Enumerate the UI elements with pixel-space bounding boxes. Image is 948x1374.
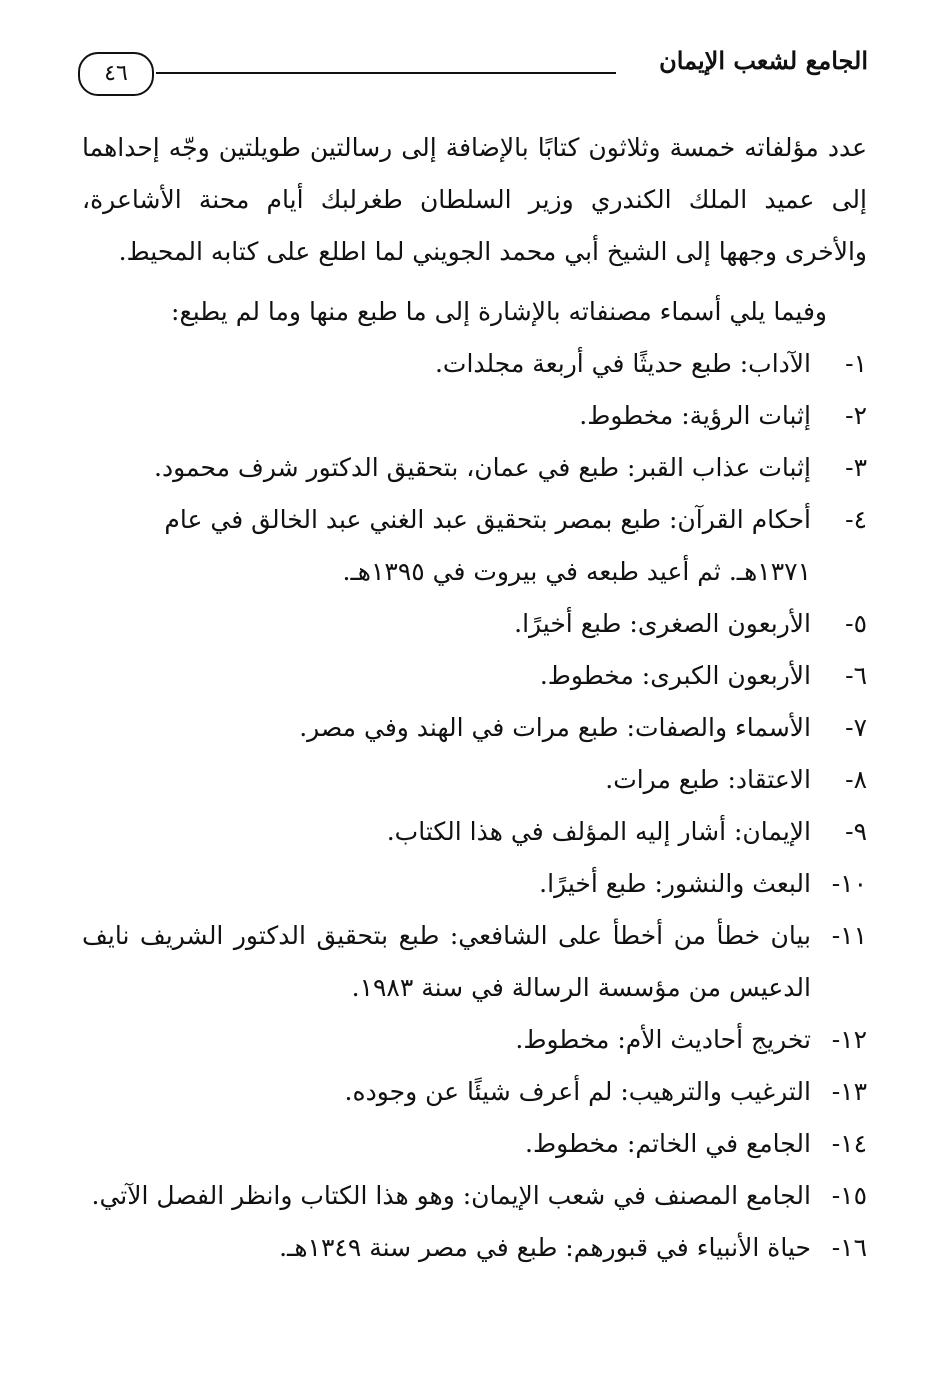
item-text: الأربعون الكبرى: مخطوط. — [539, 661, 811, 690]
item-text: الترغيب والترهيب: لم أعرف شيئًا عن وجوده. — [344, 1077, 811, 1106]
item-text: إثبات الرؤية: مخطوط. — [579, 401, 811, 430]
item-number: ١٥- — [831, 1181, 867, 1210]
list-item — [82, 910, 867, 1014]
item-number: ٢- — [845, 401, 867, 430]
item-text: حياة الأنبياء في قبورهم: طبع في مصر سنة ١٣٤٩هـ. — [279, 1233, 811, 1262]
item-number: ١٢- — [831, 1025, 867, 1054]
list-item — [82, 1170, 867, 1222]
item-number: ١٣- — [831, 1077, 867, 1106]
list-item — [82, 702, 867, 754]
page-body — [82, 122, 867, 1274]
item-text: الأربعون الصغرى: طبع أخيرًا. — [514, 609, 811, 638]
item-text: الإيمان: أشار إليه المؤلف في هذا الكتاب. — [386, 817, 811, 846]
item-text: أحكام القرآن: طبع بمصر بتحقيق عبد الغني عبد الخالق في عام ١٣٧١هـ. ثم أعيد طبعه في بيروت في ١٣٩٥هـ. — [164, 505, 811, 586]
list-item — [82, 1118, 867, 1170]
item-number: ٨- — [845, 765, 867, 794]
list-item — [82, 494, 867, 598]
item-number: ٤- — [845, 505, 867, 534]
item-number: ٣- — [845, 453, 867, 482]
list-item — [82, 598, 867, 650]
item-text: الجامع المصنف في شعب الإيمان: وهو هذا الكتاب وانظر الفصل الآتي. — [91, 1181, 811, 1210]
list-item — [82, 442, 867, 494]
item-number: ٦- — [845, 661, 867, 690]
list-item — [82, 1014, 867, 1066]
works-list — [82, 338, 867, 1274]
lead-paragraph: وفيما يلي أسماء مصنفاته بالإشارة إلى ما طبع منها وما لم يطبع: — [171, 297, 827, 326]
running-title: الجامع لشعب الإيمان — [659, 46, 868, 75]
item-number: ١٠- — [831, 869, 867, 898]
item-number: ١١- — [831, 921, 867, 950]
item-number: ١٤- — [831, 1129, 867, 1158]
item-number: ٥- — [845, 609, 867, 638]
list-item — [82, 338, 867, 390]
header-rule — [156, 72, 616, 74]
item-number: ٧- — [845, 713, 867, 742]
list-item — [82, 390, 867, 442]
list-item — [82, 1066, 867, 1118]
intro-paragraph: عدد مؤلفاته خمسة وثلاثون كتابًا بالإضافة إلى رسالتين طويلتين وجّه إحداهما إلى عميد الملك الكندري وزير السلطان طغرلبك أيام محنة الأشاعرة، والأخرى وجهها إلى الشيخ أبي محمد الجويني لما اطلع على كتابه المحيط. — [82, 133, 867, 266]
item-number: ١- — [845, 349, 867, 378]
item-text: الاعتقاد: طبع مرات. — [605, 765, 811, 794]
item-text: البعث والنشور: طبع أخيرًا. — [539, 869, 811, 898]
item-text: تخريج أحاديث الأم: مخطوط. — [515, 1025, 811, 1054]
list-item — [82, 754, 867, 806]
item-text: إثبات عذاب القبر: طبع في عمان، بتحقيق الدكتور شرف محمود. — [154, 453, 811, 482]
item-text: بيان خطأ من أخطأ على الشافعي: طبع بتحقيق الدكتور الشريف نايف الدعيس من مؤسسة الرسالة في سنة ١٩٨٣. — [82, 921, 811, 1002]
item-text: الأسماء والصفات: طبع مرات في الهند وفي مصر. — [299, 713, 811, 742]
list-item — [82, 1222, 867, 1274]
list-item — [82, 806, 867, 858]
item-text: الجامع في الخاتم: مخطوط. — [525, 1129, 811, 1158]
page-number: ٤٦ — [78, 52, 154, 96]
item-text: الآداب: طبع حديثًا في أربعة مجلدات. — [434, 349, 811, 378]
list-item — [82, 650, 867, 702]
item-number: ١٦- — [831, 1233, 867, 1262]
page-header — [78, 44, 868, 100]
list-item — [82, 858, 867, 910]
item-number: ٩- — [845, 817, 867, 846]
